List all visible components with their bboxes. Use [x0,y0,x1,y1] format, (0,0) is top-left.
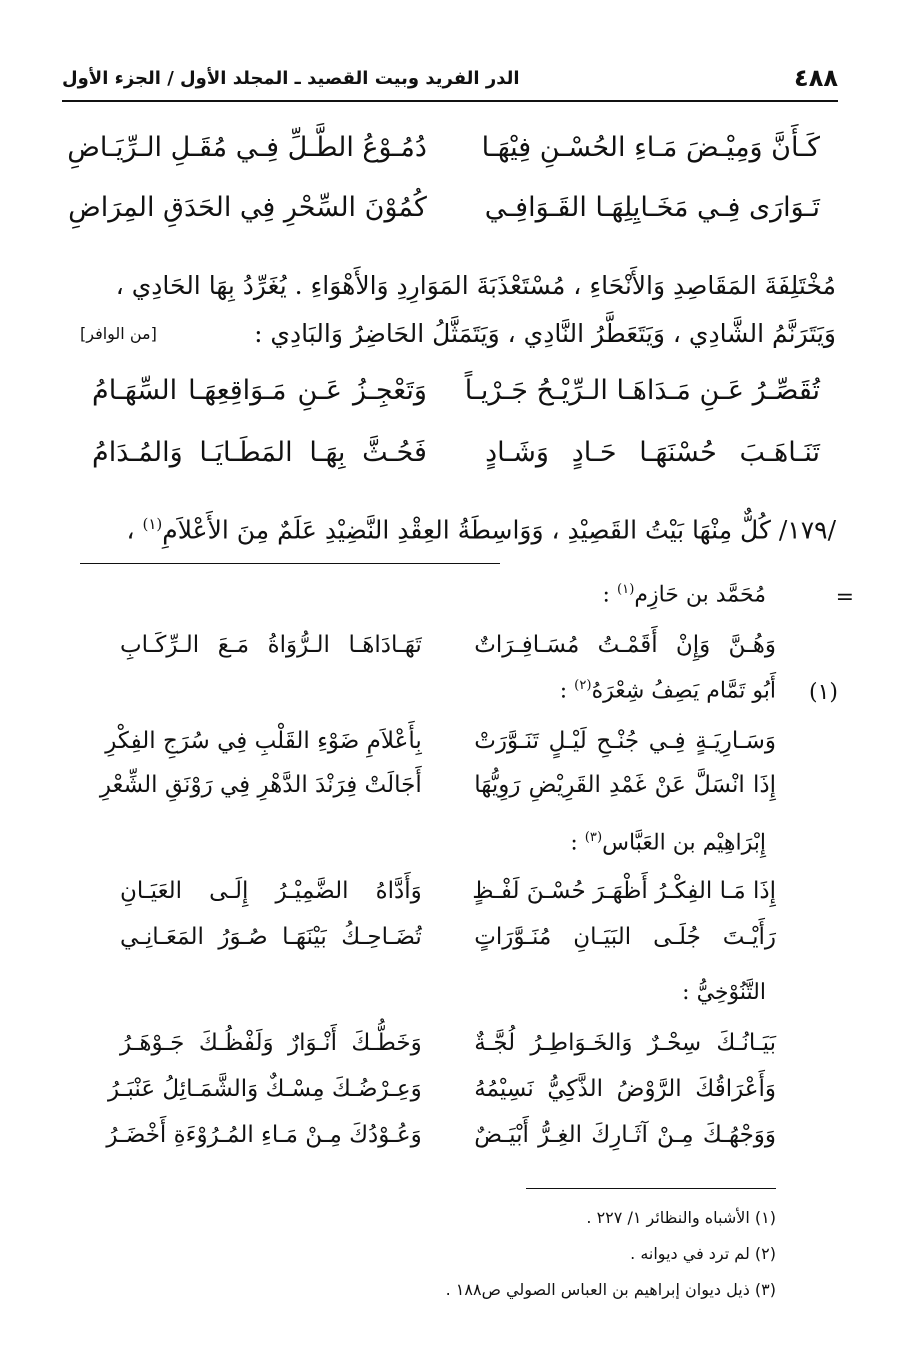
verse-hemistich-second: تَهَـادَاهَـا الـرُّوَاةُ مَـعَ الـرِّكَـابِ [120,632,422,658]
verse-hemistich-first: رَأَيْـتَ جُلَـى البَيَـانِ مُنَـوَّرَاتٍ [474,924,776,950]
verse-hemistich-first: إِذَا مَـا الفِكْـرُ أَظْهَـرَ حُسْـنَ لَفْـظٍ [472,878,776,904]
verse-hemistich-second: وَعُـوْدُكَ مِـنْ مَـاءِ المُـرُوْءَةِ أَخْضَـرُ [106,1122,422,1148]
verse-line [68,192,820,223]
verse-hemistich-first: تُقَصِّـرُ عَـنِ مَـدَاهَـا الـرِّيْـحُ جَـرْيـاً [464,375,820,406]
verse-hemistich-second: وَخَطُّـكَ أَنْـوَارٌ وَلَفْظُـكَ جَـوْهَـرُ [120,1030,422,1056]
prose-line [80,262,836,310]
poet-heading [570,830,766,855]
footnote-number: (١) [808,680,838,705]
verse-hemistich-second: وَتَعْجِـزُ عَـنِ مَـوَاقِعِهَـا السِّهَـامُ [92,375,427,406]
footnote-ref: (٢) [574,678,592,693]
verse-hemistich-first: كَـأَنَّ وَمِيْـضَ مَـاءِ الحُسْـنِ فِيْهَـا [481,132,820,163]
prose-paragraph [80,262,836,358]
colon: : [682,980,690,1005]
running-header [62,58,838,98]
endnote: (١) الأشباه والنظائر ١/ ٢٢٧ . [586,1208,776,1227]
verse-hemistich-first: بَيَـانُـكَ سِحْـرٌ وَالخَـوَاطِـرُ لُجَّـةٌ [474,1030,776,1056]
endnote-separator [526,1188,776,1189]
poet-name: إِبْرَاهِيْم بن العَبَّاس [602,830,766,856]
footnote-ref: (١) [142,515,163,533]
meter-label: [من الوافر] [80,324,157,343]
colon: : [559,678,568,704]
footnote-verse-line [120,878,776,904]
verse-line [67,132,820,163]
running-title: الدر الفريد وبيت القصيد ـ المجلد الأول / الجزء الأول [62,67,520,89]
endnote: (٣) ذيل ديوان إبراهيم بن العباس الصولي ص١٨٨ . [445,1280,776,1299]
footnote-verse-line [120,924,776,950]
prose-text: /١٧٩/ كُلٌّ مِنْهَا بَيْتُ القَصِيْدِ ، وَوَاسِطَةُ العِقْدِ النَّضِيْدِ عَلَمٌ مِنَ الأَعْلاَمِ [162,515,836,545]
footnote-separator [80,563,500,564]
colon: : [602,582,610,608]
endnote: (٢) لم ترد في ديوانه . [630,1244,776,1263]
verse-hemistich-first: إِذَا انْسَلَّ عَنْ غَمْدِ القَرِيْضِ رَوِيُّهَا [474,772,776,798]
prose-text: مُخْتَلِفَةَ المَقَاصِدِ وَالأَنْحَاءِ ، مُسْتَعْذَبَةَ المَوَارِدِ وَالأَهْوَاءِ . يُغَرِّدُ بِهَا الحَادِي ، [115,271,836,300]
page-number: ٤٨٨ [794,64,838,92]
footnote-verse-line [105,728,776,754]
verse-hemistich-second: كُمُوْنَ السِّحْرِ فِي الحَدَقِ المِرَاضِ [68,192,427,223]
prose-line [80,500,836,554]
header-rule [62,100,838,102]
prose-paragraph [80,500,836,554]
verse-hemistich-second: بِأَعْلاَمِ ضَوْءِ القَلْبِ فِي سُرَجِ الفِكْرِ [105,728,422,754]
footnote-verse-line [106,1122,776,1148]
poet-heading [603,582,766,607]
footnote-verse-line [120,632,776,658]
verse-line [92,375,820,406]
prose-tail: ، [126,515,135,545]
verse-hemistich-second: أَجَالَتْ فِرَنْدَ الدَّهْرِ فِي رَوْنَقِ الشِّعْرِ [99,772,422,798]
verse-hemistich-first: وَوَجْهُـكَ مِـنْ آثَـارِكَ الغِـرُّ أَبْيَـضٌ [474,1122,776,1148]
poet-heading [560,678,776,703]
footnote-verse-line [99,772,776,798]
poet-name: أَبُو تَمَّام يَصِفُ شِعْرَهُ [591,678,776,704]
verse-hemistich-second: فَحُـثَّ بِهَـا المَطَـايَـا وَالمُـدَامُ [92,437,427,468]
verse-hemistich-first: وَأَعْرَاقُكَ الرَّوْضُ الذَّكِيُّ نَسِيْمُهُ [474,1076,776,1102]
footnote-verse-line [108,1076,776,1102]
footnote-verse-line [120,1030,776,1056]
verse-line [92,437,820,468]
verse-hemistich-first: تَـوَارَى فِـي مَخَـايِلِهَـا القَـوَافِـي [484,192,820,223]
poet-name: مُحَمَّد بن حَازِم [634,582,766,608]
poet-heading [682,980,766,1005]
footnote-ref: (٣) [584,830,603,845]
verse-hemistich-second: وَأَدَّاهُ الضَّمِيْـرُ إِلَـى العَيَـانِ [120,878,422,904]
verse-hemistich-first: وَهُـنَّ وَإِنْ أَقَمْـتُ مُسَـافِـرَاتٌ [474,632,776,658]
prose-text: وَيَتَرَنَّمُ الشَّادِي ، وَيَتَعَطَّرُ النَّادِي ، وَيَتَمَثَّلُ الحَاضِرُ وَالبَادِي : [254,319,836,348]
poet-name: التَّنُوْخِيُّ [696,980,766,1005]
verse-hemistich-second: دُمُـوْعُ الطَّـلِّ فِـي مُقَـلِ الـرِّيَـاضِ [67,132,427,163]
footnote-ref: (١) [616,582,635,597]
verse-hemistich-second: وَعِـرْضُـكَ مِسْـكٌ وَالشَّمَـائِلُ عَنْبَـرُ [108,1076,422,1102]
colon: : [570,830,578,856]
verse-hemistich-first: تَنَـاهَـبَ حُسْنَهَـا حَـادٍ وَشَـادٍ [485,437,820,468]
continuation-mark: = [835,585,854,610]
verse-hemistich-second: تُضَـاحِـكُ بَيْنَهَـا صُـوَرُ المَعَـانِـي [120,924,422,950]
prose-line [80,310,836,358]
verse-hemistich-first: وَسَـارِيَـةٍ فِـي جُنْـحِ لَيْـلٍ تَنَـوَّرَتْ [474,728,776,754]
